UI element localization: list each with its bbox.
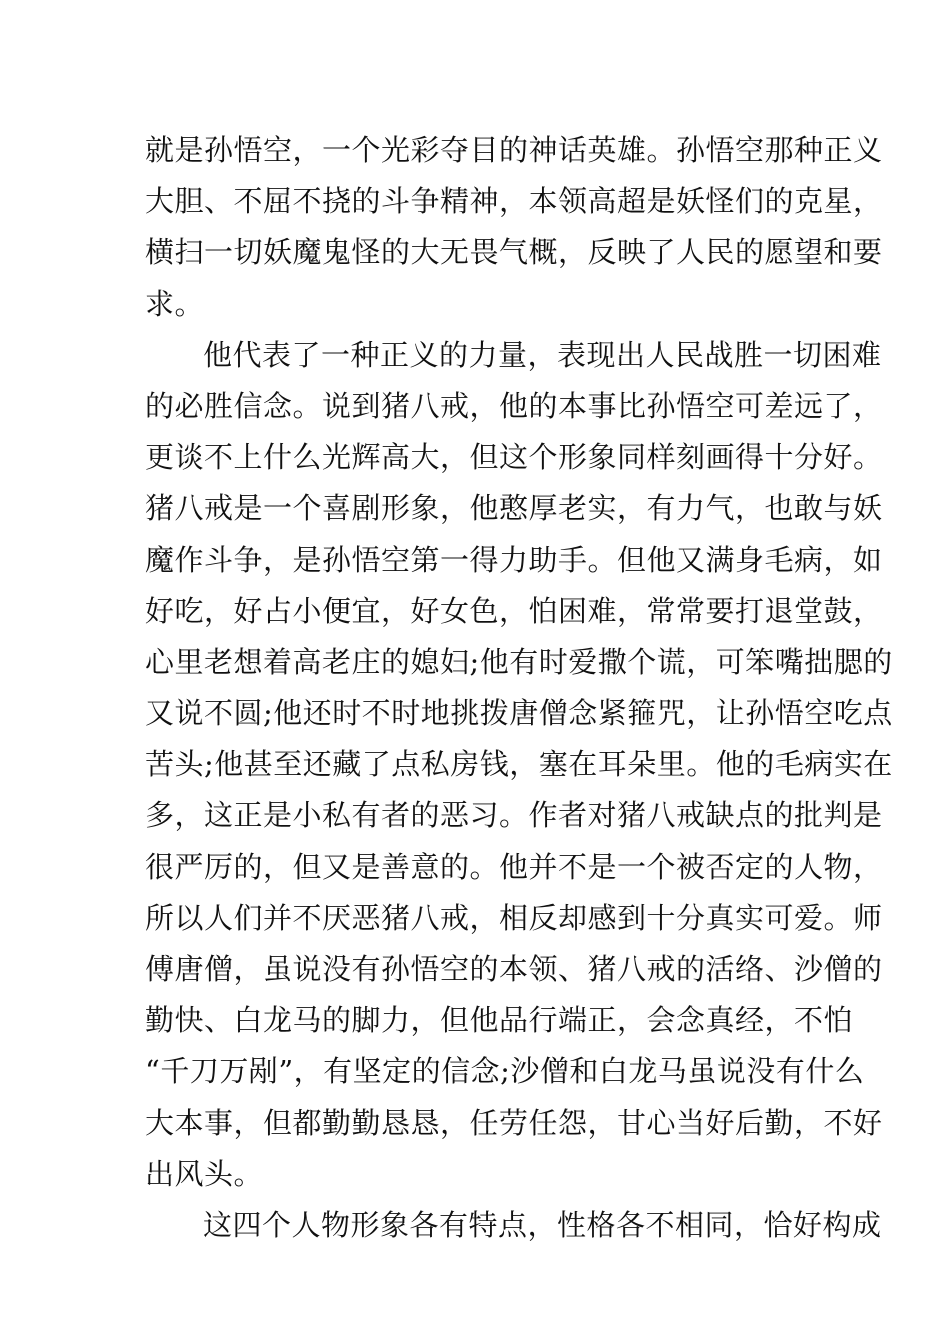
text-line: 多，这正是小私有者的恶习。作者对猪八戒缺点的批判是 — [145, 798, 883, 833]
text-line: 大胆、不屈不挠的斗争精神，本领高超是妖怪们的克星， — [145, 184, 883, 219]
text-line: 猪八戒是一个喜剧形象，他憨厚老实，有力气，也敢与妖 — [145, 491, 883, 526]
text-line: 又说不圆;他还时不时地挑拨唐僧念紧箍咒，让孙悟空吃点 — [145, 696, 893, 731]
text-line: 心里老想着高老庄的媳妇;他有时爱撒个谎，可笨嘴拙腮的 — [145, 644, 893, 679]
text-line: “千刀万剐”，有坚定的信念;沙僧和白龙马虽说没有什么 — [145, 1054, 865, 1089]
text-line: 大本事，但都勤勤恳恳，任劳任怨，甘心当好后勤，不好 — [145, 1105, 883, 1140]
text-line: 所以人们并不厌恶猪八戒，相反却感到十分真实可爱。师 — [145, 900, 883, 935]
text-line: 很严厉的，但又是善意的。他并不是一个被否定的人物， — [145, 849, 883, 884]
text-line: 就是孙悟空，一个光彩夺目的神话英雄。孙悟空那种正义 — [145, 133, 883, 167]
text-line: 勤快、白龙马的脚力，但他品行端正，会念真经，不怕 — [145, 1003, 854, 1038]
paragraph-start-line: 他代表了一种正义的力量，表现出人民战胜一切困难 — [203, 337, 882, 372]
text-line: 更谈不上什么光辉高大，但这个形象同样刻画得十分好。 — [145, 440, 883, 475]
text-line: 求。 — [145, 286, 205, 321]
text-line: 好吃，好占小便宜，好女色，怕困难，常常要打退堂鼓， — [145, 593, 883, 628]
text-line: 出风头。 — [145, 1156, 264, 1191]
body-text — [145, 125, 893, 1251]
text-line: 傅唐僧，虽说没有孙悟空的本领、猪八戒的活络、沙僧的 — [145, 952, 883, 986]
text-line: 的必胜信念。说到猪八戒，他的本事比孙悟空可差远了， — [145, 388, 883, 423]
text-line: 魔作斗争，是孙悟空第一得力助手。但他又满身毛病，如 — [145, 542, 883, 577]
text-line: 苦头;他甚至还藏了点私房钱，塞在耳朵里。他的毛病实在 — [145, 747, 893, 782]
paragraph-start-line: 这四个人物形象各有特点，性格各不相同，恰好构成 — [203, 1207, 882, 1242]
text-line: 横扫一切妖魔鬼怪的大无畏气概，反映了人民的愿望和要 — [145, 235, 883, 270]
